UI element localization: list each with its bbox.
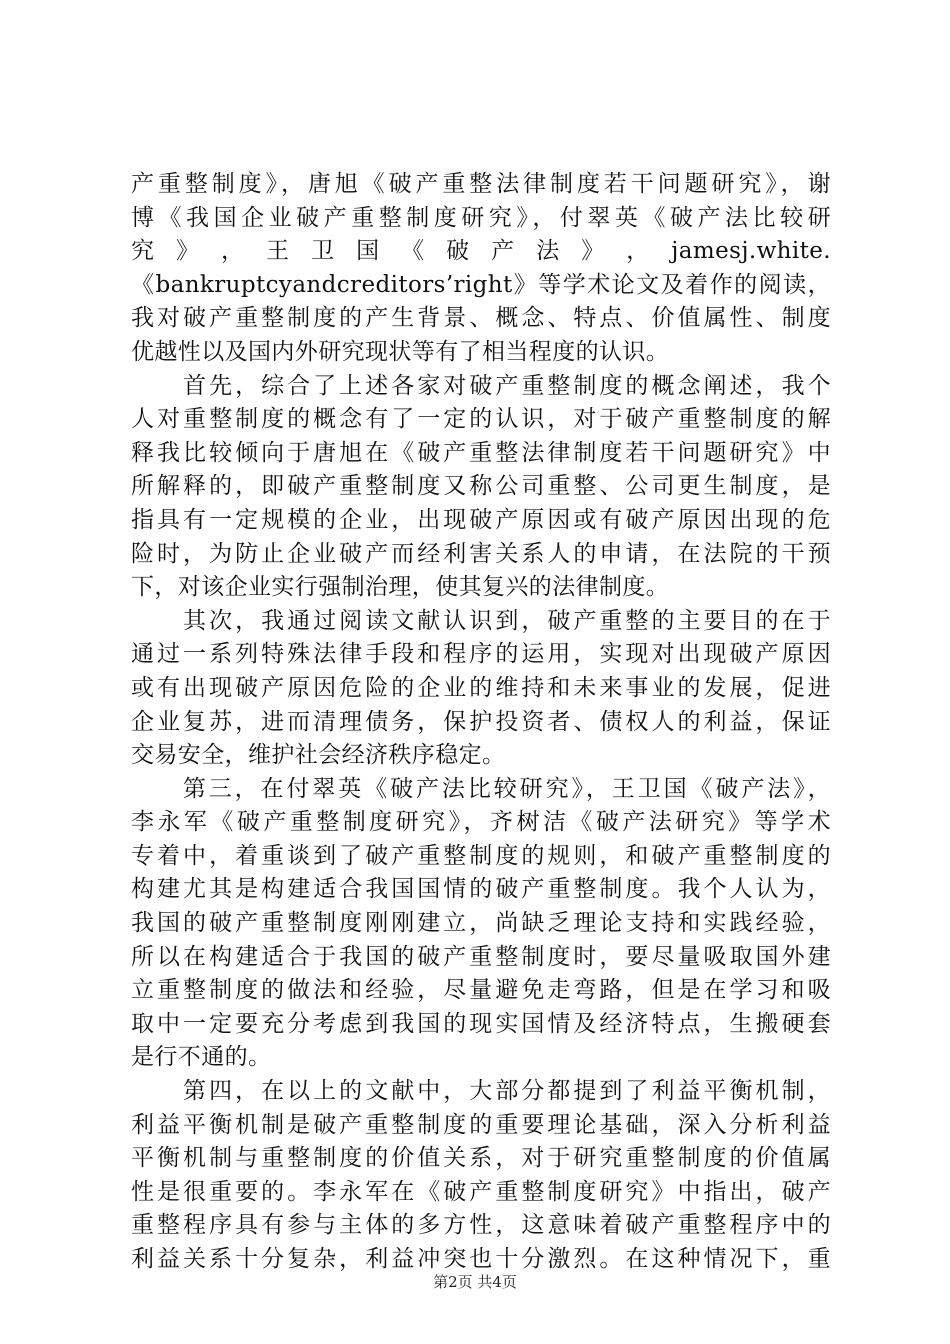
text-line: 第四，在以上的文献中，大部分都提到了利益平衡机制， [131, 1078, 831, 1105]
text-line: 取中一定要充分考虑到我国的现实国情及经济特点，生搬硬套 [131, 1010, 831, 1037]
text-line: 或有出现破产原因危险的企业的维持和未来事业的发展，促进 [131, 674, 831, 701]
text-line: 我对破产重整制度的产生背景、概念、特点、价值属性、制度 [131, 305, 831, 332]
text-line: 产重整制度》，唐旭《破产重整法律制度若干问题研究》，谢 [131, 171, 831, 197]
text-line: 释我比较倾向于唐旭在《破产重整法律制度若干问题研究》中 [131, 439, 831, 466]
text-line: 立重整制度的做法和经验，尽量避免走弯路，但是在学习和吸 [131, 977, 831, 1004]
text-line: 是行不通的。 [131, 1044, 272, 1071]
text-line: 究 》 ， 王 卫 国 《 破 产 法 》 ， jamesj.white. [131, 238, 831, 265]
document-body [131, 168, 831, 1277]
text-line: 首先，综合了上述各家对破产重整制度的概念阐述，我个 [131, 372, 831, 399]
text-line: 利益关系十分复杂，利益冲突也十分激烈。在这种情况下，重 [131, 1246, 831, 1272]
text-line: 所解释的，即破产重整制度又称公司重整、公司更生制度，是 [131, 473, 831, 500]
text-line: 性是很重要的。李永军在《破产重整制度研究》中指出，破产 [131, 1178, 831, 1205]
text-line: 专着中，着重谈到了破产重整制度的规则，和破产重整制度的 [131, 842, 831, 869]
text-line: 平衡机制与重整制度的价值关系，对于研究重整制度的价值属 [131, 1145, 831, 1172]
text-line: 博《我国企业破产重整制度研究》，付翠英《破产法比较研 [131, 204, 831, 231]
text-line: 人对重整制度的概念有了一定的认识，对于破产重整制度的解 [131, 406, 831, 433]
text-line: 第三，在付翠英《破产法比较研究》，王卫国《破产法》， [131, 775, 831, 802]
text-line: 构建尤其是构建适合我国国情的破产重整制度。我个人认为， [131, 876, 831, 903]
text-line: 《bankruptcyandcreditors’right》等学术论文及着作的阅读， [131, 271, 831, 298]
text-line: 交易安全，维护社会经济秩序稳定。 [131, 742, 506, 769]
text-line: 利益平衡机制是破产重整制度的重要理论基础，深入分析利益 [131, 1111, 831, 1138]
page-footer [0, 1272, 950, 1292]
text-line: 重整程序具有参与主体的多方性，这意味着破产重整程序中的 [131, 1212, 831, 1239]
text-line: 险时，为防止企业破产而经利害关系人的申请，在法院的干预 [131, 540, 831, 567]
text-line: 指具有一定规模的企业，出现破产原因或有破产原因出现的危 [131, 506, 831, 533]
text-line: 下，对该企业实行强制治理，使其复兴的法律制度。 [131, 574, 670, 601]
text-line: 通过一系列特殊法律手段和程序的运用，实现对出现破产原因 [131, 641, 831, 668]
text-line: 我国的破产重整制度刚刚建立，尚缺乏理论支持和实践经验， [131, 910, 831, 937]
text-line: 所以在构建适合于我国的破产重整制度时，要尽量吸取国外建 [131, 943, 831, 970]
text-line: 企业复苏，进而清理债务，保护投资者、债权人的利益，保证 [131, 708, 831, 735]
text-line: 李永军《破产重整制度研究》，齐树洁《破产法研究》等学术 [131, 809, 831, 836]
page-number-label: 第2页 共4页 [433, 1273, 517, 1291]
text-line: 优越性以及国内外研究现状等有了相当程度的认识。 [131, 338, 670, 365]
text-line: 其次，我通过阅读文献认识到，破产重整的主要目的在于 [131, 607, 831, 634]
